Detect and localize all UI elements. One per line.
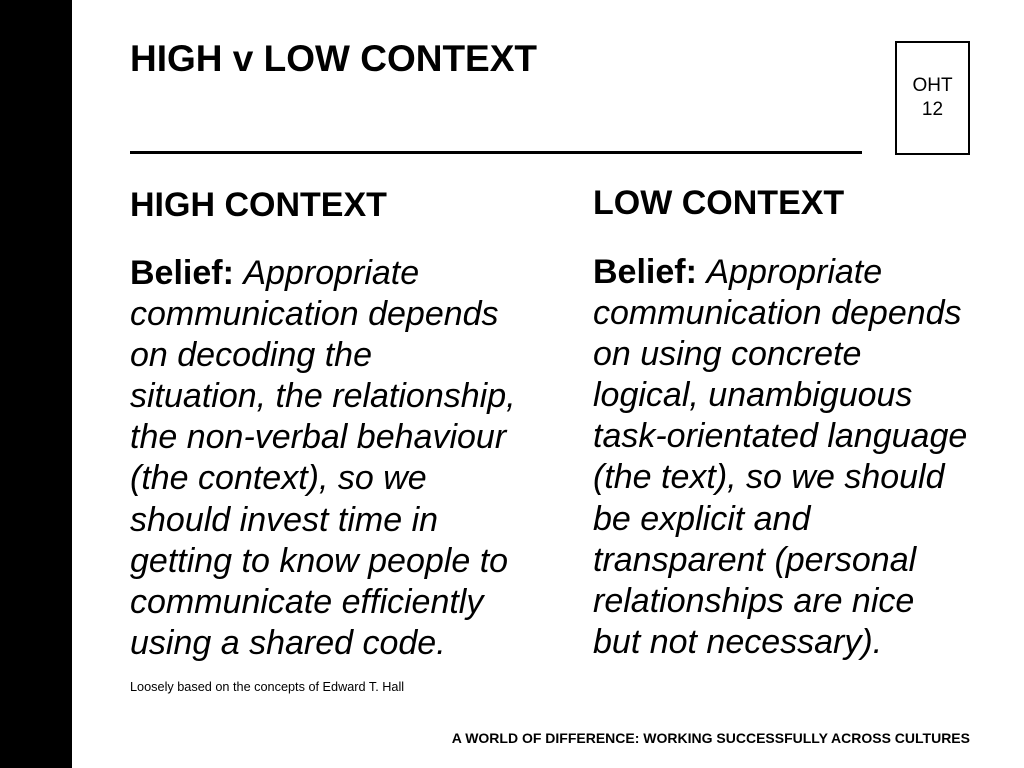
- belief-line: on decoding the: [130, 336, 372, 375]
- belief-line: relationships are nice: [593, 581, 915, 620]
- belief-line: be explicit and: [593, 499, 811, 538]
- title-underline: [130, 151, 862, 154]
- slide-title: HIGH v LOW CONTEXT: [130, 38, 537, 79]
- slide-number-badge: [895, 41, 970, 155]
- belief-line: (the text), so we should: [593, 458, 945, 497]
- low-context-belief: [593, 252, 967, 663]
- high-context-belief: [130, 253, 516, 664]
- badge-number: 12: [921, 99, 944, 120]
- belief-line: but not necessary).: [593, 622, 883, 661]
- belief-line: using a shared code.: [130, 623, 446, 662]
- belief-line: task-orientated language: [593, 417, 968, 456]
- badge-label: OHT: [912, 75, 953, 96]
- source-footnote: Loosely based on the concepts of Edward T. Hall: [130, 680, 405, 694]
- belief-line: should invest time in: [130, 500, 439, 539]
- belief-line: [593, 252, 967, 293]
- belief-line: getting to know people to: [130, 541, 509, 580]
- belief-line: situation, the relationship,: [130, 377, 516, 416]
- belief-line: transparent (personal: [593, 540, 917, 579]
- belief-text: Appropriate: [243, 254, 420, 292]
- belief-line: communication depends: [593, 294, 962, 333]
- belief-line: (the context), so we: [130, 459, 427, 498]
- belief-label: Belief:: [593, 253, 697, 291]
- belief-line: communication depends: [130, 295, 499, 334]
- belief-line: logical, unambiguous: [593, 376, 913, 415]
- belief-line: the non-verbal behaviour: [130, 418, 507, 457]
- belief-line: on using concrete: [593, 335, 862, 374]
- belief-line: [130, 253, 516, 294]
- belief-label: Belief:: [130, 254, 234, 292]
- low-context-heading: LOW CONTEXT: [593, 184, 845, 222]
- sidebar-bar: [0, 0, 72, 768]
- belief-text: Appropriate: [706, 253, 883, 291]
- footer-title: A WORLD OF DIFFERENCE: WORKING SUCCESSFULLY ACROSS CULTURES: [451, 730, 970, 746]
- high-context-heading: HIGH CONTEXT: [130, 186, 387, 224]
- belief-line: communicate efficiently: [130, 582, 484, 621]
